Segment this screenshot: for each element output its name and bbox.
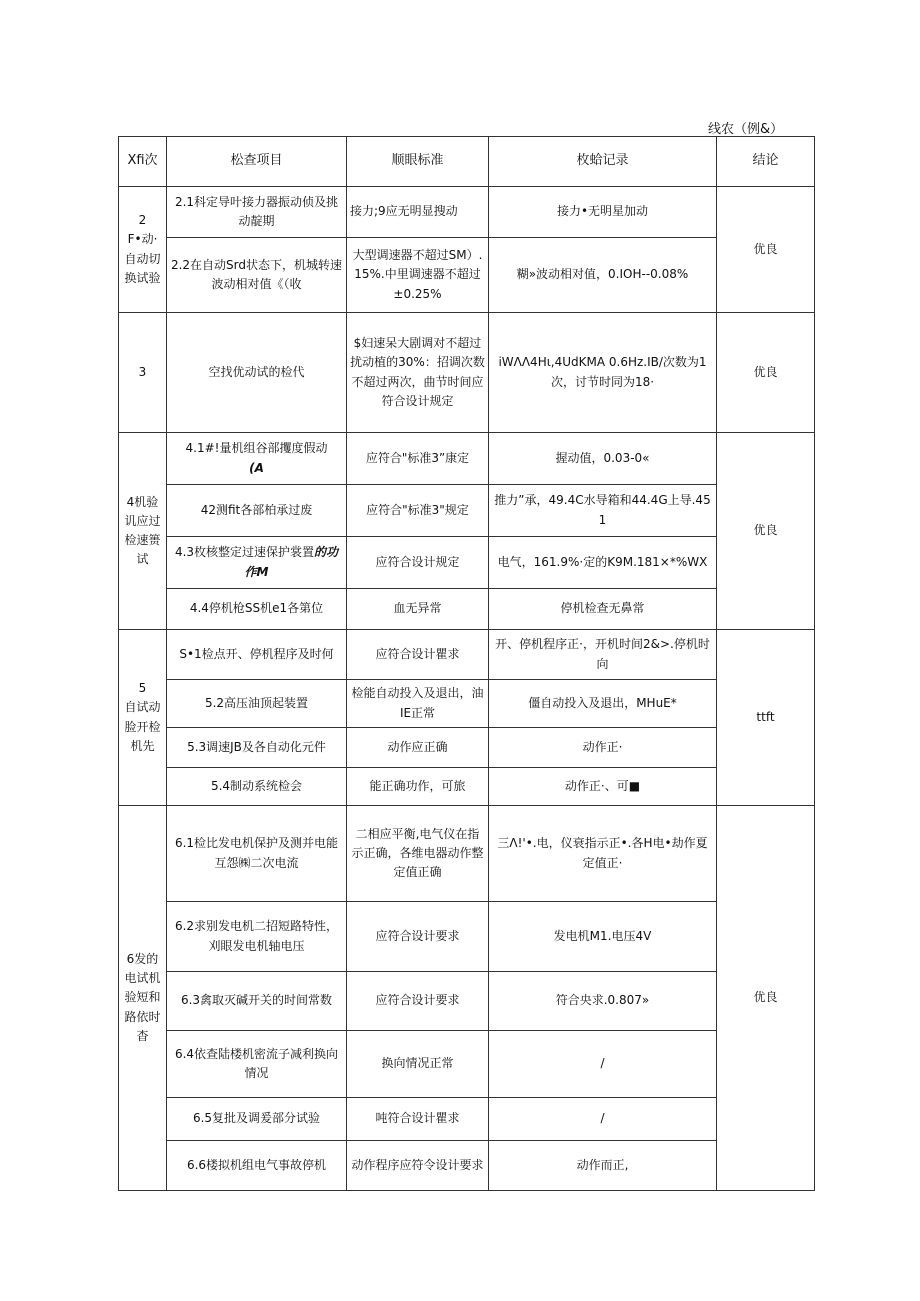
standard-cell: 吨符合设计瞿求 [347, 1098, 489, 1141]
standard-cell: $妇速呆大剧调对不超过扰动植的30%：招调次数不超过两次，曲节时间应符合设计规定 [347, 313, 489, 433]
record-cell: 僵自动投入及退出，MHuE* [489, 680, 717, 728]
item-cell: 6.6楼拟机组电气事故停机 [167, 1141, 347, 1191]
table-row [119, 238, 815, 313]
header-row [119, 137, 815, 187]
record-cell: 糊»波动相对值，0.IOH--0.08% [489, 238, 717, 313]
group-number: 6发的 电试机 验短和 路依时 杳 [119, 806, 167, 1191]
conclusion-cell: 优良 [717, 806, 815, 1191]
item-cell: 5.3调速JB及各自动化元件 [167, 728, 347, 768]
standard-cell: 动作程序应符令设计要求 [347, 1141, 489, 1191]
table-row [119, 902, 815, 972]
item-cell: 4.4停机枪SS机e1各第位 [167, 589, 347, 630]
header-standard: 顺眼标准 [347, 137, 489, 187]
table-row [119, 680, 815, 728]
table-row [119, 806, 815, 902]
header-item: 松查项目 [167, 137, 347, 187]
table-row [119, 485, 815, 537]
group-number: 2 F•动· 自动切 换试验 [119, 187, 167, 313]
standard-cell: 应符合"标准3”康定 [347, 433, 489, 485]
record-cell: 握动值，0.03-0« [489, 433, 717, 485]
item-cell: 2.1科定导叶接力器振动侦及挑动靛期 [167, 187, 347, 238]
record-cell: iWΛΛ4Hι,4UdKMA 0.6Hz.IB/次数为1次，讨节时同为18· [489, 313, 717, 433]
record-cell: / [489, 1098, 717, 1141]
table-row [119, 187, 815, 238]
record-cell: / [489, 1031, 717, 1098]
record-cell: 开、停机程序正·，开机时间2&>.停机时向 [489, 630, 717, 680]
table-caption: 线农（例&） [708, 122, 784, 137]
group-number: 3 [119, 313, 167, 433]
table-row [119, 589, 815, 630]
table-row [119, 1141, 815, 1191]
item-cell: 5.2高压油顶起装置 [167, 680, 347, 728]
record-cell: 符合央求.0.807» [489, 972, 717, 1031]
record-cell: 电气，161.9%·定的K9M.181×*%WX [489, 537, 717, 589]
group-number: 4机验 讥应过 检速篑 试 [119, 433, 167, 630]
conclusion-cell: ttft [717, 630, 815, 806]
table-row [119, 630, 815, 680]
group-number: 5 自试动 脸开检 机先 [119, 630, 167, 806]
header-number: Xfi次 [119, 137, 167, 187]
standard-cell: 血无异常 [347, 589, 489, 630]
item-cell: 4.3枚核整定过速保护裳置的功作M [167, 537, 347, 589]
item-cell: 2.2在自动Srd状态下，机城转速波动相对值《（收 [167, 238, 347, 313]
record-cell: 三Λ!'•.电，仪衰指示正•.各H电•劫作夏定值正· [489, 806, 717, 902]
conclusion-cell: 优良 [717, 313, 815, 433]
item-cell: 5.4制动系统检会 [167, 768, 347, 806]
inspection-table [118, 136, 815, 1191]
record-cell: 推力”承，49.4C水导箱和44.4G上导.451 [489, 485, 717, 537]
record-cell: 动作而正, [489, 1141, 717, 1191]
standard-cell: 换向情况正常 [347, 1031, 489, 1098]
item-cell: 6.3禽取灭碱开关的时间常数 [167, 972, 347, 1031]
standard-cell: 检能自动投入及退出，油IE正常 [347, 680, 489, 728]
header-conclusion: 结论 [717, 137, 815, 187]
record-cell: 动作正· [489, 728, 717, 768]
conclusion-cell: 优良 [717, 187, 815, 313]
item-cell: 42测fit各部柏承过废 [167, 485, 347, 537]
standard-cell: 能正确功作，可旅 [347, 768, 489, 806]
table-row [119, 972, 815, 1031]
standard-cell: 应符合设计瞿求 [347, 630, 489, 680]
table-row [119, 1031, 815, 1098]
standard-cell: 接力;9应无明显搜动 [347, 187, 489, 238]
table-row [119, 768, 815, 806]
record-cell: 发电机M1.电压4V [489, 902, 717, 972]
item-cell: 6.1检比发电机保护及测并电能互怨㈱二次电流 [167, 806, 347, 902]
conclusion-cell: 优良 [717, 433, 815, 630]
item-cell: 6.5复批及调爰部分试验 [167, 1098, 347, 1141]
item-cell: 4.1#!量机组谷部攫度假动 (A [167, 433, 347, 485]
record-cell: 接力•无明星加动 [489, 187, 717, 238]
item-cell: S•1检点开、停机程序及时何 [167, 630, 347, 680]
table-row [119, 1098, 815, 1141]
record-cell: 动作正·、可■ [489, 768, 717, 806]
item-cell: 6.2求别发电机二招短路特性，刈眼发电机轴电压 [167, 902, 347, 972]
standard-cell: 应符合设计要求 [347, 972, 489, 1031]
standard-cell: 动作应正确 [347, 728, 489, 768]
table-row [119, 313, 815, 433]
table-row [119, 433, 815, 485]
standard-cell: 应符合设计要求 [347, 902, 489, 972]
header-record: 枚蛤记录 [489, 137, 717, 187]
standard-cell: 应符合"标准3"规定 [347, 485, 489, 537]
record-cell: 停机检查无鼻常 [489, 589, 717, 630]
table-row [119, 728, 815, 768]
standard-cell: 应符合设计规定 [347, 537, 489, 589]
item-cell: 6.4依查陆楼机密流子减利换向情况 [167, 1031, 347, 1098]
standard-cell: 二相应平衡,电气仪在指示正确，各维电器动作整定值正确 [347, 806, 489, 902]
standard-cell: 大型调速器不超过SM）.15%.中里调速器不超过±0.25% [347, 238, 489, 313]
item-cell: 空找优动试的检代 [167, 313, 347, 433]
table-row [119, 537, 815, 589]
